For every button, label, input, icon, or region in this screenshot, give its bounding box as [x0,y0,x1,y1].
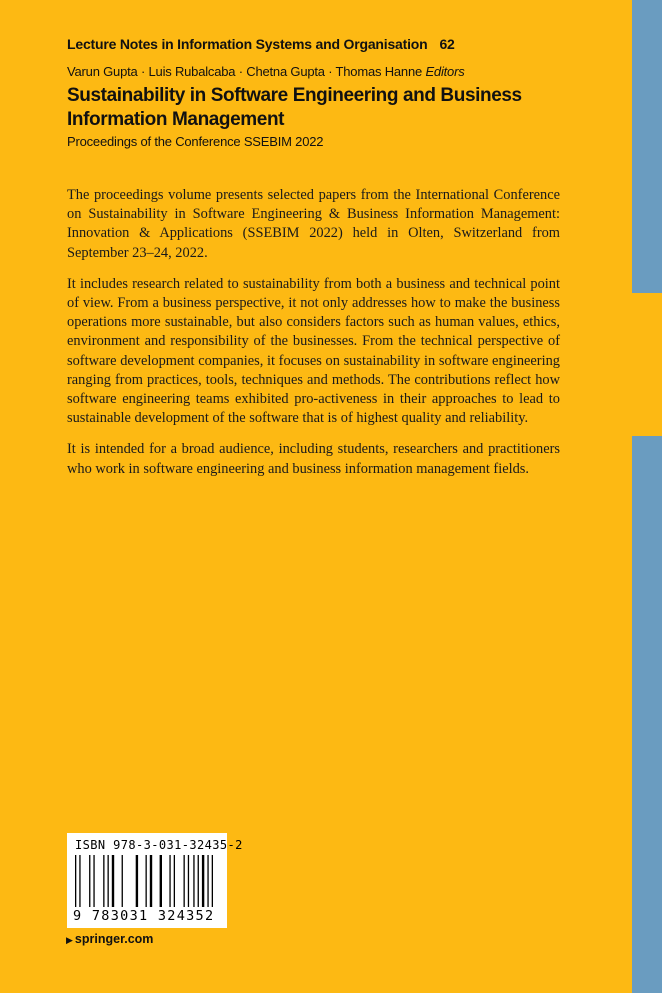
description [67,186,560,491]
barcode-bar [193,855,194,907]
description-paragraph-2: It includes research related to sustainability from both a business and technical point of view. From a business perspective, it not only addresses how to make the business operations more sustainable, but also considers factors such as human values, ethics, environment and responsibility of the businesses. From the technical perspective of software development companies, it focuses on sustainability in software engineering ranging from practices, tools, techniques and methods. The contributions reflect how software engineering teams exhibited pro-activeness in their approaches to lead to sustainable development of the software that is of highest quality and reliability. [67,275,560,427]
barcode-bar [79,855,80,907]
barcode-icon [73,855,221,907]
series-volume: 62 [439,36,455,52]
editors-line [67,64,465,79]
barcode-bar [174,855,175,907]
barcode-bar [103,855,104,907]
triangle-right-icon: ▶ [66,935,73,945]
barcode-bar [93,855,94,907]
series-name: Lecture Notes in Information Systems and Organisation [67,36,428,52]
barcode-box [67,833,243,928]
series-line [67,36,455,52]
barcode-bar [207,855,208,907]
publisher-url: springer.com [74,932,154,946]
description-paragraph-3: It is intended for a broad audience, including students, researchers and practitioners who work in software engineering and business information management fields. [67,441,560,477]
barcode-bar [212,855,213,907]
barcode-bar [169,855,170,907]
book-title: Sustainability in Software Engineering and Business Information Management [67,85,522,130]
book-subtitle: Proceedings of the Conference SSEBIM 2022 [67,134,324,149]
barcode-bar [89,855,90,907]
barcode-bar [136,855,138,907]
barcode-bar [188,855,189,907]
barcode-bar [122,855,123,907]
barcode-bar [150,855,152,907]
barcode-bar [112,855,114,907]
side-color-strip [632,0,662,993]
barcode-bar [108,855,109,907]
side-strip-gap [632,293,662,436]
barcode-bar [198,855,199,907]
barcode-bar [146,855,147,907]
barcode-bar [160,855,162,907]
barcode-bar [75,855,76,907]
description-paragraph-1: The proceedings volume presents selected papers from the International Conference on Sustainability in Software Engineering & Business Information Management: Innovation & Applications (SSEBIM 2022) held in Olten, Switzerland from September 23–24, 2022. [67,187,560,261]
barcode-bar [184,855,185,907]
editor-names: Varun Gupta · Luis Rubalcaba · Chetna Gupta · Thomas Hanne [67,64,423,79]
barcode-digits: 9 783031 324352 [73,908,215,924]
editors-role: Editors [425,64,465,79]
publisher-link[interactable] [66,932,153,946]
barcode-bar [202,855,204,907]
isbn-label: ISBN 978-3-031-32435-2 [75,838,243,852]
